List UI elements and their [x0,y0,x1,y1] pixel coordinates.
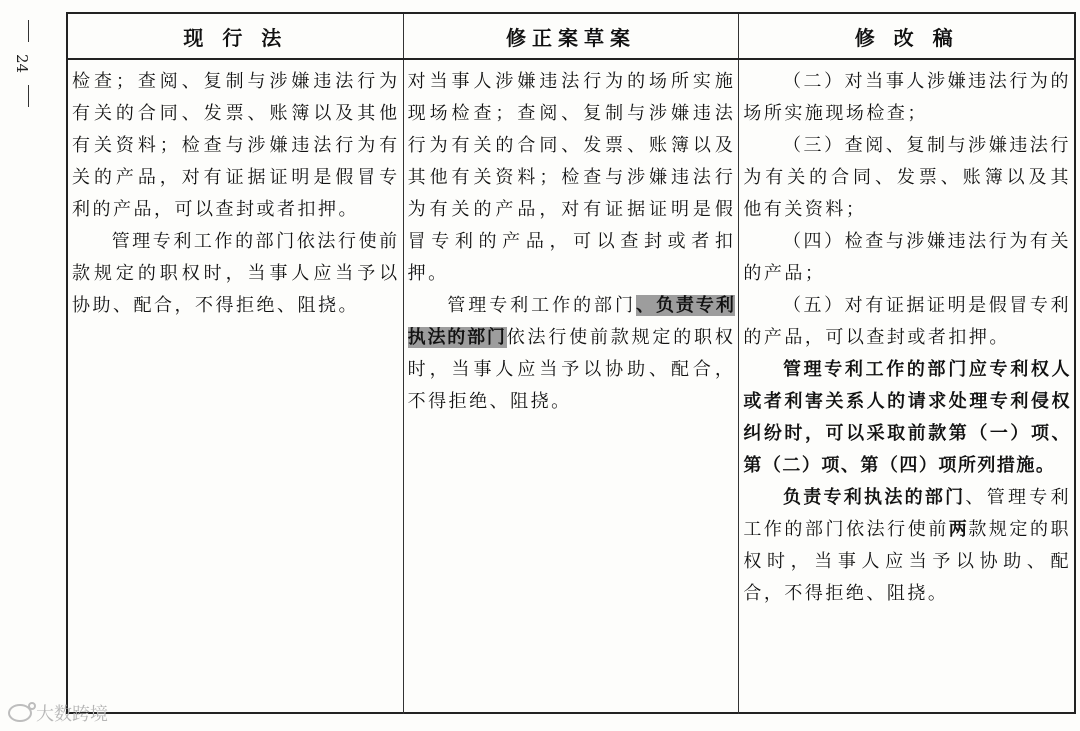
revision-item-2: （二）对当事人涉嫌违法行为的场所实施现场检查； [743,71,1072,124]
draft-paragraph-1: 对当事人涉嫌违法行为的场所实施现场检查；查阅、复制与涉嫌违法行为有关的合同、发票、账簿以及其他有关资料；检查与涉嫌违法行为有关的产品，对有证据证明是假冒专利的产品，可以查封或者扣押。 [407,71,736,284]
page-number-dash-top [28,20,29,42]
revision-item-4: （四）检查与涉嫌违法行为有关的产品； [743,231,1072,284]
column-revision [738,60,1074,714]
watermark [8,700,108,726]
column-draft-amendment [403,60,739,714]
draft-p2-text-before: 管理专利工作的部门 [447,295,636,316]
revision-item-3: （三）查阅、复制与涉嫌违法行为有关的合同、发票、账簿以及其他有关资料； [743,135,1072,220]
column-current-law [68,60,403,714]
revision-last-text-1: 、管理专利工作的部门依法行使前 [743,487,1072,540]
revision-last-paragraph [743,482,1071,610]
revision-bold-paragraph: 管理专利工作的部门应专利权人或者利害关系人的请求处理专利侵权纠纷时，可以采取前款第（一）项、第（二）项、第（四）项所列措施。 [743,359,1072,476]
header-draft-amendment: 修正案草案 [403,14,739,58]
revision-last-bold-1: 负责专利执法的部门 [782,487,966,508]
table-header-row [68,14,1074,60]
page-number-text: 24 [13,54,31,74]
revision-item-5: （五）对有证据证明是假冒专利的产品，可以查封或者扣押。 [743,295,1072,348]
current-law-paragraph-2: 管理专利工作的部门依法行使前款规定的职权时，当事人应当予以协助、配合，不得拒绝、阻挠。 [72,231,400,316]
draft-paragraph-2 [408,290,736,418]
revision-last-text-2: 款规定的职权时，当事人应当予以协助、配合，不得拒绝、阻挠。 [743,519,1072,604]
page-number [14,20,42,107]
header-current-law: 现 行 法 [183,25,288,50]
current-law-paragraph-1: 检查；查阅、复制与涉嫌违法行为有关的合同、发票、账簿以及其他有关资料；检查与涉嫌违法行为有关的产品，对有证据证明是假冒专利的产品，可以查封或者扣押。 [72,71,400,220]
comparison-table [66,12,1076,714]
draft-p2-text-after: 依法行使前款规定的职权时，当事人应当予以协助、配合，不得拒绝、阻挠。 [407,327,736,412]
revision-last-bold-2: 两 [948,519,969,540]
watermark-text: 大数跨境 [36,704,108,725]
table-body-row [68,60,1074,714]
header-revision: 修 改 稿 [738,14,1074,58]
page-number-dash-bottom [28,85,29,107]
watermark-logo-icon [8,704,32,722]
draft-highlighted-insertion: 、负责专利执法的部门 [407,295,736,348]
